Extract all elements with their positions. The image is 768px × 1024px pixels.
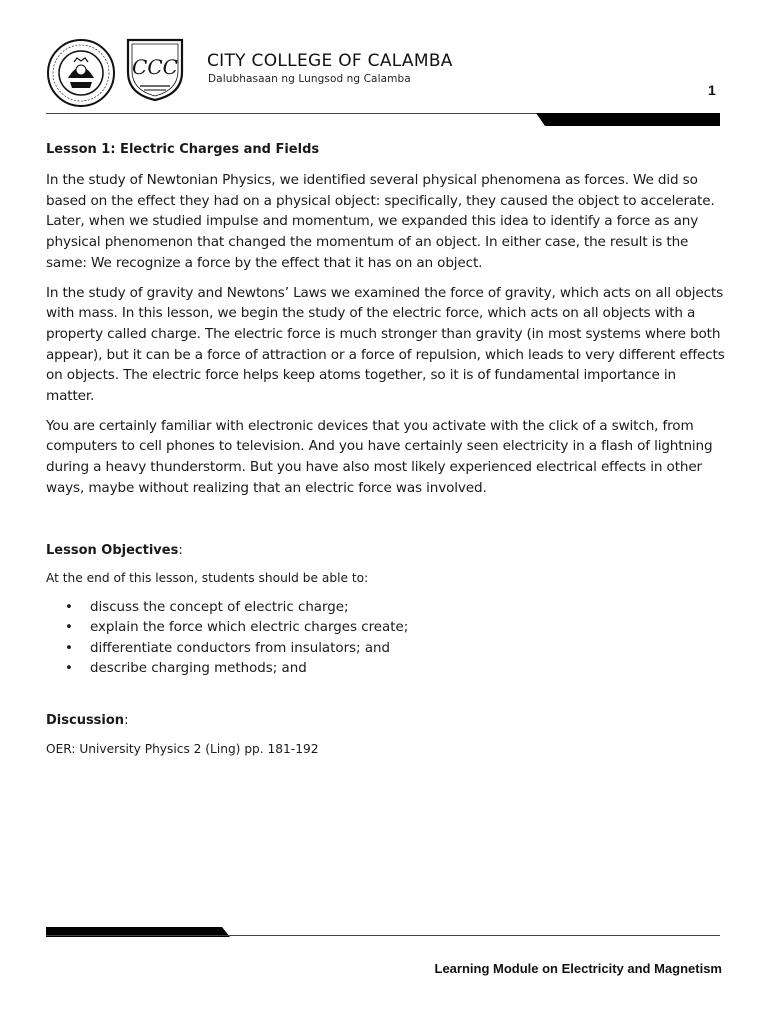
intro-paragraph-3: You are certainly familiar with electronic devices that you activate with the click of a switch, from computers to cell phones to television. And you have certainly seen electricity in a flash of lightning during a heavy thunderstorm. But you have also most likely experienced electrical effects in other ways, maybe without realizing that an electric force was involved. <box>46 417 713 496</box>
objective-item <box>46 639 726 660</box>
objective-item <box>46 659 726 680</box>
objective-item <box>46 598 726 619</box>
objectives-heading-label: Lesson Objectives <box>46 542 179 558</box>
objectives-heading-colon: : <box>178 542 183 558</box>
objective-text: describe charging methods; and <box>90 661 307 677</box>
objective-text: differentiate conductors from insulators; and <box>90 640 391 656</box>
college-subtitle: Dalubhasaan ng Lungsod ng Calamba <box>208 73 411 85</box>
discussion-heading-label: Discussion <box>46 712 125 728</box>
objective-text: explain the force which electric charges create; <box>90 620 409 636</box>
document-body <box>46 140 726 758</box>
page-number: 1 <box>708 82 716 98</box>
college-name: CITY COLLEGE OF CALAMBA <box>207 51 453 71</box>
objectives-heading <box>46 541 726 561</box>
intro-paragraph-2: In the study of gravity and Newtons’ Laws we examined the force of gravity, which acts on all objects with mass. In this lesson, we begin the study of the electric force, which acts on all objects with a property called charge. The electric force is much stronger than gravity (in most systems where both appear), but it can be a force of attraction or a force of repulsion, which leads to very different effects on objects. The electric force helps keep atoms together, so it is of fundamental importance in matter. <box>46 284 725 405</box>
footer-divider <box>46 935 720 936</box>
svg-text:CCC: CCC <box>132 55 178 79</box>
bullet-icon: • <box>65 640 73 656</box>
college-shield-logo <box>124 36 186 102</box>
bullet-icon: • <box>65 661 73 677</box>
objective-item <box>46 618 726 639</box>
bullet-icon: • <box>65 620 73 636</box>
lesson-title: Lesson 1: Electric Charges and Fields <box>46 142 320 157</box>
discussion-heading-colon: : <box>124 712 129 728</box>
discussion-heading <box>46 711 726 731</box>
city-seal-logo <box>46 38 116 108</box>
intro-paragraph-1: In the study of Newtonian Physics, we identified several physical phenomena as forces. We did so based on the effect they had on a physical object: specifically, they caused the object to accelerate. Later, when we studied impulse and momentum, we expanded this idea to identify a force as any physical phenomenon that changed the momentum of an object. In either case, the result is the same: We recognize a force by the effect that it has on an object. <box>46 172 715 271</box>
objective-text: discuss the concept of electric charge; <box>90 599 349 615</box>
header-accent-bar <box>536 113 720 126</box>
discussion-reference: OER: University Physics 2 (Ling) pp. 181-192 <box>46 741 319 756</box>
objectives-list <box>46 598 726 680</box>
footer-module-title: Learning Module on Electricity and Magnetism <box>434 961 722 976</box>
bullet-icon: • <box>65 599 73 615</box>
objectives-intro: At the end of this lesson, students should be able to: <box>46 570 369 585</box>
